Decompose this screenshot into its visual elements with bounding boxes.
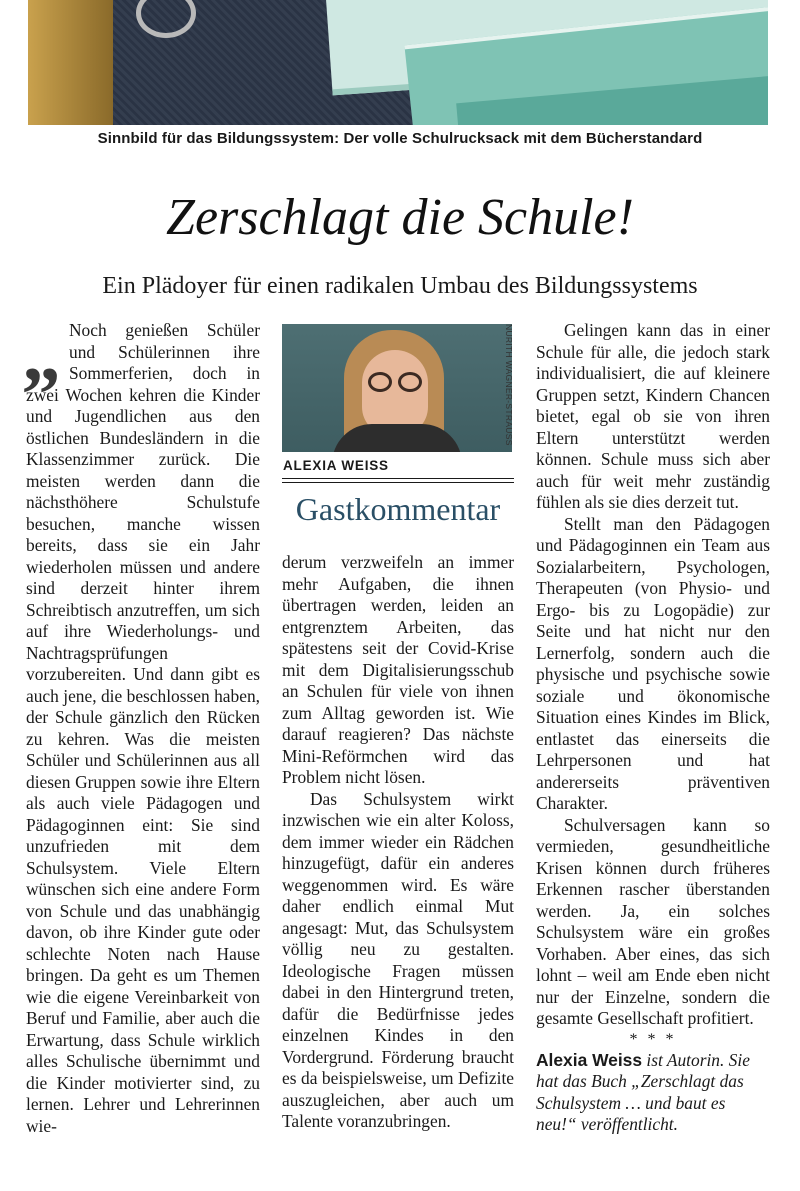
quote-mark: „	[22, 310, 61, 397]
article-column-3	[536, 320, 770, 1136]
article-column-1	[22, 310, 260, 1137]
divider	[282, 482, 514, 483]
schoolbag-photo	[28, 0, 768, 125]
backpack-strap	[28, 0, 113, 125]
author-portrait	[282, 324, 512, 452]
author-bio	[536, 1050, 770, 1136]
kicker-gastkommentar: Gastkommentar	[295, 491, 501, 527]
section-separator: * * *	[629, 1030, 677, 1048]
headline: Zerschlagt die Schule!	[166, 189, 634, 246]
photo-caption: Sinnbild für das Bildungssystem: Der volle Schulrucksack mit dem Bücherstandard	[97, 130, 703, 147]
glasses-icon	[364, 372, 426, 392]
paragraph: Noch genießen Schüler und Schülerinnen ihre Sommerferien, doch in zwei Wochen kehren die Kinder und Jugendlichen aus den östlichen Bundesländern in die Klassenzimmer zurück. Die meisten werden dann die nächsthöhere Schulstufe besuchen, manche wissen bereits, dass sie ein Jahr wiederholen müssen und andere sind derzeit hinter ihrem Schreibtisch anzutreffen, um sich auf ihre Wiederholungs- und Nachtragsprüfungen vorzubereiten. Und dann gibt es auch jene, die beschlossen haben, der Schule gänzlich den Rücken zu kehren. Was die meisten Schüler und Schülerinnen aus all diesen Gruppen sowie ihre Eltern als auch viele Pädagogen und Pädagoginnen eint: Sie sind unzufrieden mit dem Schulsystem. Viele Eltern wünschen sich eine andere Form von Schule und das unabhängig davon, ob ihre Kinder gute oder schlechte Noten nach Hause bringen. Da geht es um Themen wie die eigene Vereinbarkeit von Beruf und Familie, aber auch die Erwartung, dass Schule wirklich alles Schulische übernimmt und die Kinder motivierter sind, zu lernen. Lehrer und Lehrerinnen wie-	[26, 320, 260, 1136]
subheadline: Ein Plädoyer für einen radikalen Umbau des Bildungssystems	[102, 273, 698, 299]
photo-credit: NURITH WAGNER-STRAUSS	[504, 324, 514, 446]
bio-text: ist Autorin. Sie hat das Buch „Zerschlagt das Schulsystem … und baut es neu!“ veröffentlicht.	[536, 1049, 750, 1134]
paragraph: Schulversagen kann so vermieden, gesundheitliche Krisen können durch früheres Erkennen rascher überstanden werden. Ja, ein solches Schulsystem wäre ein großes Vorhaben. Aber eines, das sich lohnt – weil am Ende eben nicht nur der Einzelne, sondern die gesamte Gesellschaft profitiert.	[536, 814, 770, 1028]
paragraph: derum verzweifeln an immer mehr Aufgaben, die ihnen übertragen werden, leiden an entgrenztem Arbeiten, das spätestens seit der Covid-Krise mit dem Digitalisierungsschub an Schulen für viele von ihnen zum Alltag geworden ist. Wie darauf reagieren? Das nächste Mini-Reförmchen wird das Problem nicht lösen.	[282, 552, 514, 787]
paragraph: Das Schulsystem wirkt inzwischen wie ein alter Koloss, dem immer wieder ein Rädchen hinzugefügt, dafür ein anderes weggenommen wird. Es wäre daher endlich einmal Mut angesagt: Mut, das Schulsystem völlig neu zu gestalten. Ideologische Fragen müssen dabei in den Hintergrund treten, dafür die Bedürfnisse jedes einzelnen Kindes in den Vordergrund. Förderung braucht es da beispielsweise, um Defizite auszugleichen, aber auch um Talente voranzubringen.	[282, 788, 514, 1131]
divider	[282, 478, 514, 479]
bio-name: Alexia Weiss	[536, 1049, 643, 1070]
author-name-label: ALEXIA WEISS	[283, 458, 389, 473]
paragraph: Gelingen kann das in einer Schule für alle, die jedoch stark individualisiert, die auf kleinere Gruppen setzt, Kindern Chancen bietet, egal ob sie von ihren Eltern unterstützt werden können. Schule muss sich aber auch für weit mehr zuständig fühlen als sie dies derzeit tut.	[536, 320, 770, 512]
paragraph: Stellt man den Pädagogen und Pädagoginnen ein Team aus Sozialarbeitern, Psychologen, Therapeuten (von Physio- und Ergo- bis zu Logopädie) zur Seite und hat nicht nur den Lernerfolg, sondern auch die physische und psychische sowie soziale und ökonomische Situation eines Kindes im Blick, entlastet das einerseits die Lehrpersonen und hat andererseits präventiven Charakter.	[536, 513, 770, 813]
article-column-2	[282, 552, 514, 1133]
